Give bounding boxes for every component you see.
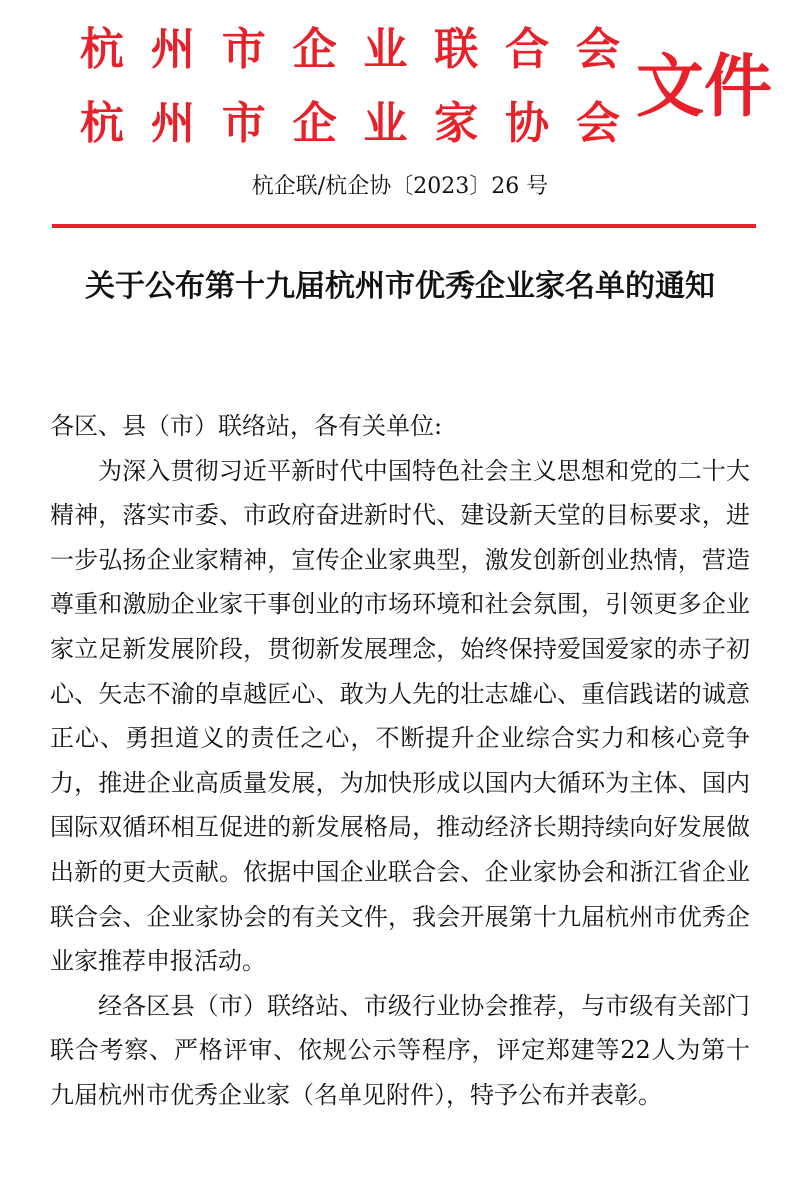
issuing-org-line-2: 杭州市企业家协会: [80, 98, 620, 149]
body-paragraph-1: 为深入贯彻习近平新时代中国特色社会主义思想和党的二十大精神，落实市委、市政府奋进新时代、建设新天堂的目标要求，进一步弘扬企业家精神，宣传企业家典型，激发创新创业热情，营造尊重和激励企业家干事创业的市场环境和社会氛围，引领更多企业家立足新发展阶段，贯彻新发展理念，始终保持爱国爱家的赤子初心、矢志不渝的卓越匠心、敢为人先的壮志雄心、重信践诺的诚意正心、勇担道义的责任之心，不断提升企业综合实力和核心竞争力，推进企业高质量发展，为加快形成以国内大循环为主体、国内国际双循环相互促进的新发展格局，推动经济长期持续向好发展做出新的更大贡献。依据中国企业联合会、企业家协会和浙江省企业联合会、企业家协会的有关文件，我会开展第十九届杭州市优秀企业家推荐申报活动。: [50, 456, 750, 976]
document-type-label: 文件: [636, 48, 773, 127]
document-header: [0, 0, 800, 232]
header-divider: [52, 224, 756, 228]
issuing-org-line-1: 杭州市企业联合会: [80, 24, 620, 75]
document-title: 关于公布第十九届杭州市优秀企业家名单的通知: [85, 269, 715, 304]
document-body: [50, 404, 750, 1118]
body-paragraph-2: 经各区县（市）联络站、市级行业协会推荐，与市级有关部门联合考察、严格评审、依规公示等程序，评定郑建等22人为第十九届杭州市优秀企业家（名单见附件），特予公布并表彰。: [50, 991, 750, 1109]
salutation: 各区、县（市）联络站，各有关单位:: [50, 412, 443, 440]
document-number: 杭企联/杭企协〔2023〕26 号: [251, 174, 549, 199]
